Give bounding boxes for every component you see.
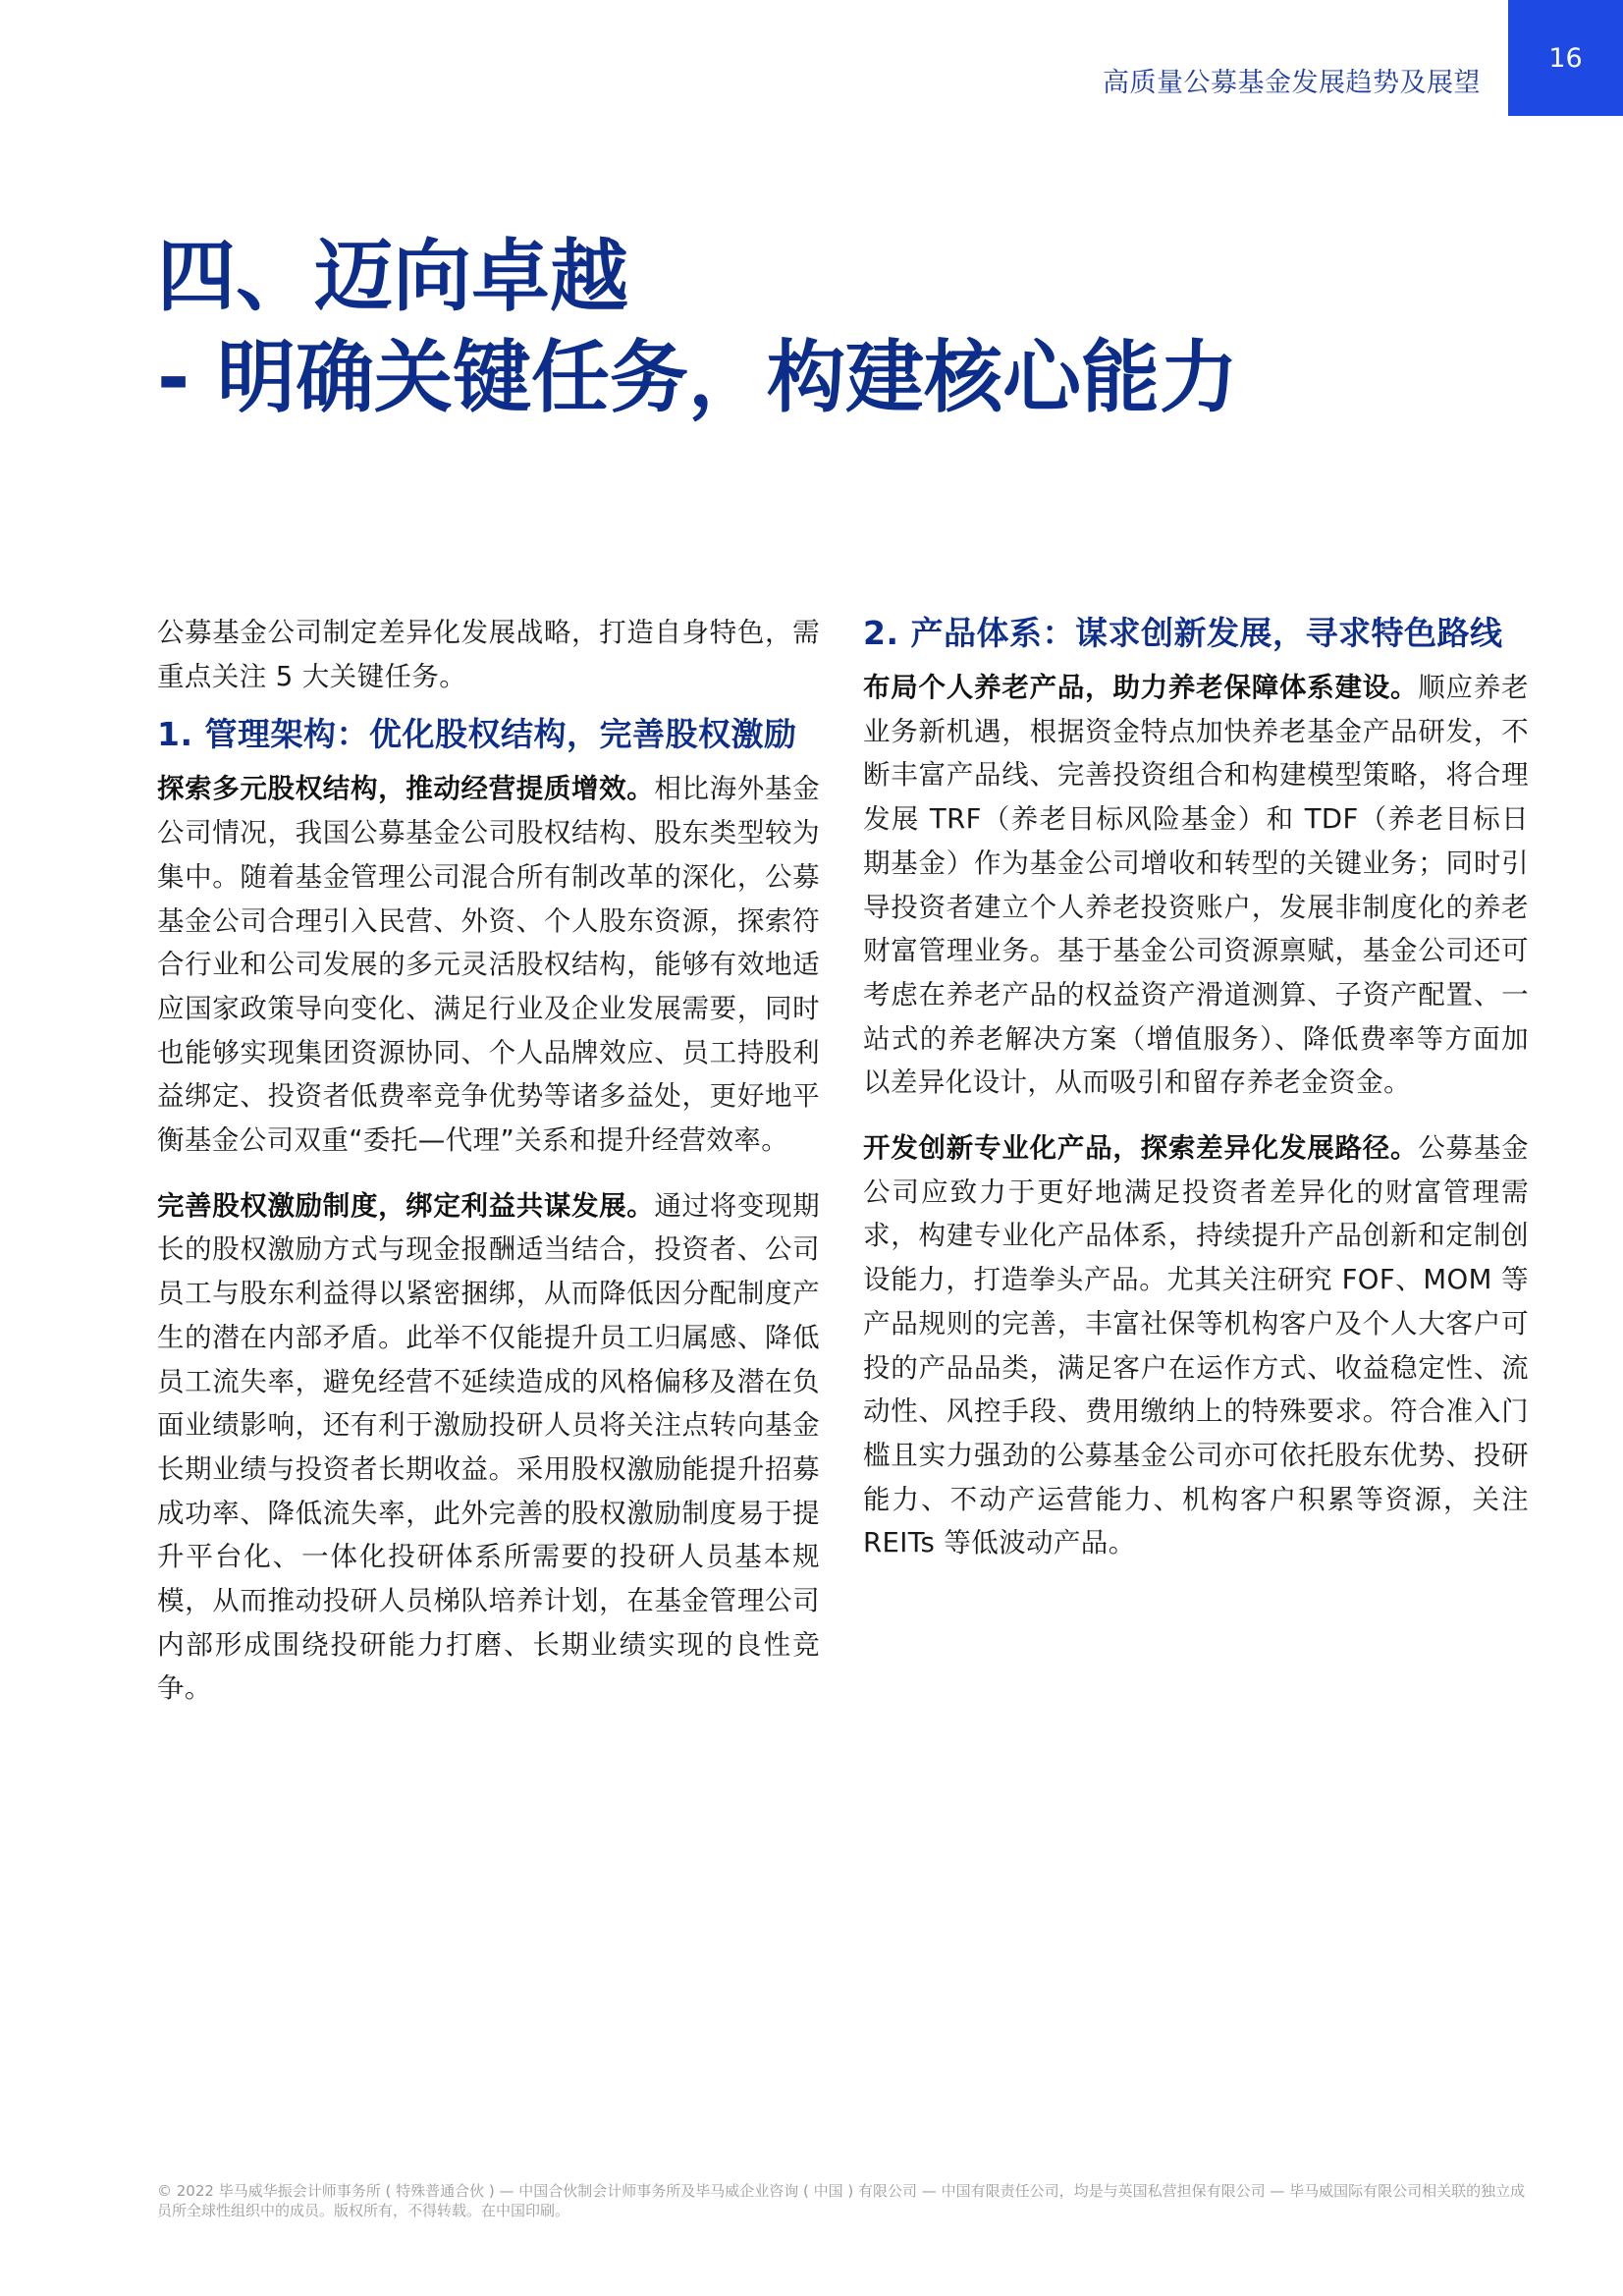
chapter-title-line-1: 四、迈向卓越 [157,231,628,322]
section-2-paragraph-2 [863,1126,1529,1565]
left-column [157,611,820,1732]
copyright-footer: © 2022 毕马威华振会计师事务所 ( 特殊普通合伙 ) — 中国合伙制会计师事务所及毕马威企业咨询 ( 中国 ) 有限公司 — 中国有限责任公司，均是与英国私营担保有限公司 — 毕马威国际有限公司相关联的独立成员所全球性组织中的成员。版权所有，不得转载。在中国印刷。 [157,2182,1526,2219]
paragraph-body: 顺应养老业务新机遇，根据资金特点加快养老基金产品研发，不断丰富产品线、完善投资组合和构建模型策略，将合理发展 TRF（养老目标风险基金）和 TDF（养老目标日期基金）作为基金公司增收和转型的关键业务；同时引导投资者建立个人养老投资账户，发展非制度化的养老财富管理业务。基于基金公司资源禀赋，基金公司还可考虑在养老产品的权益资产滑道测算、子资产配置、一站式的养老解决方案（增值服务）、降低费率等方面加以差异化设计，从而吸引和留存养老金资金。 [863,672,1529,1099]
paragraph-lead: 完善股权激励制度，绑定利益共谋发展。 [157,1189,655,1222]
report-title: 高质量公募基金发展趋势及展望 [1103,68,1481,98]
section-2-paragraph-1 [863,666,1529,1105]
intro-paragraph: 公募基金公司制定差异化发展战略，打造自身特色，需重点关注 5 大关键任务。 [157,617,820,692]
right-column [863,611,1529,1587]
section-1-heading: 1. 管理架构：优化股权结构，完善股权激励 [157,715,797,754]
section-1-paragraph-1 [157,767,820,1162]
page-number: 16 [1508,0,1623,116]
paragraph-body: 相比海外基金公司情况，我国公募基金公司股权结构、股东类型较为集中。随着基金管理公司混合所有制改革的深化，公募基金公司合理引入民营、外资、个人股东资源，探索符合行业和公司发展的多元灵活股权结构，能够有效地适应国家政策导向变化、满足行业及企业发展需要，同时也能够实现集团资源协同、个人品牌效应、员工持股利益绑定、投资者低费率竞争优势等诸多益处，更好地平衡基金公司双重“委托—代理”关系和提升经营效率。 [157,773,820,1157]
section-2-heading: 2. 产品体系：谋求创新发展，寻求特色路线 [863,614,1503,652]
chapter-title-line-2: - 明确关键任务，构建核心能力 [157,332,1239,423]
chapter-title [157,226,1238,428]
paragraph-body: 通过将变现期长的股权激励方式与现金报酬适当结合，投资者、公司员工与股东利益得以紧密捆绑，从而降低因分配制度产生的潜在内部矛盾。此举不仅能提升员工归属感、降低员工流失率，避免经营不延续造成的风格偏移及潜在负面业绩影响，还有利于激励投研人员将关注点转向基金长期业绩与投资者长期收益。采用股权激励能提升招募成功率、降低流失率，此外完善的股权激励制度易于提升平台化、一体化投研体系所需要的投研人员基本规模，从而推动投研人员梯队培养计划，在基金管理公司内部形成围绕投研能力打磨、长期业绩实现的良性竞争。 [157,1189,820,1705]
paragraph-lead: 布局个人养老产品，助力养老保障体系建设。 [863,672,1419,703]
paragraph-body: 公募基金公司应致力于更好地满足投资者差异化的财富管理需求，构建专业化产品体系，持续提升产品创新和定制创设能力，打造拳头产品。尤其关注研究 FOF、MOM 等产品规则的完善，丰富社保等机构客户及个人大客户可投的产品品类，满足客户在运作方式、收益稳定性、流动性、风控手段、费用缴纳上的特殊要求。符合准入门槛且实力强劲的公募基金公司亦可依托股东优势、投研能力、不动产运营能力、机构客户积累等资源，关注 REITs 等低波动产品。 [863,1132,1529,1559]
paragraph-lead: 开发创新专业化产品，探索差异化发展路径。 [863,1132,1419,1165]
paragraph-lead: 探索多元股权结构，推动经营提质增效。 [157,773,655,805]
section-1-paragraph-2 [157,1184,820,1711]
